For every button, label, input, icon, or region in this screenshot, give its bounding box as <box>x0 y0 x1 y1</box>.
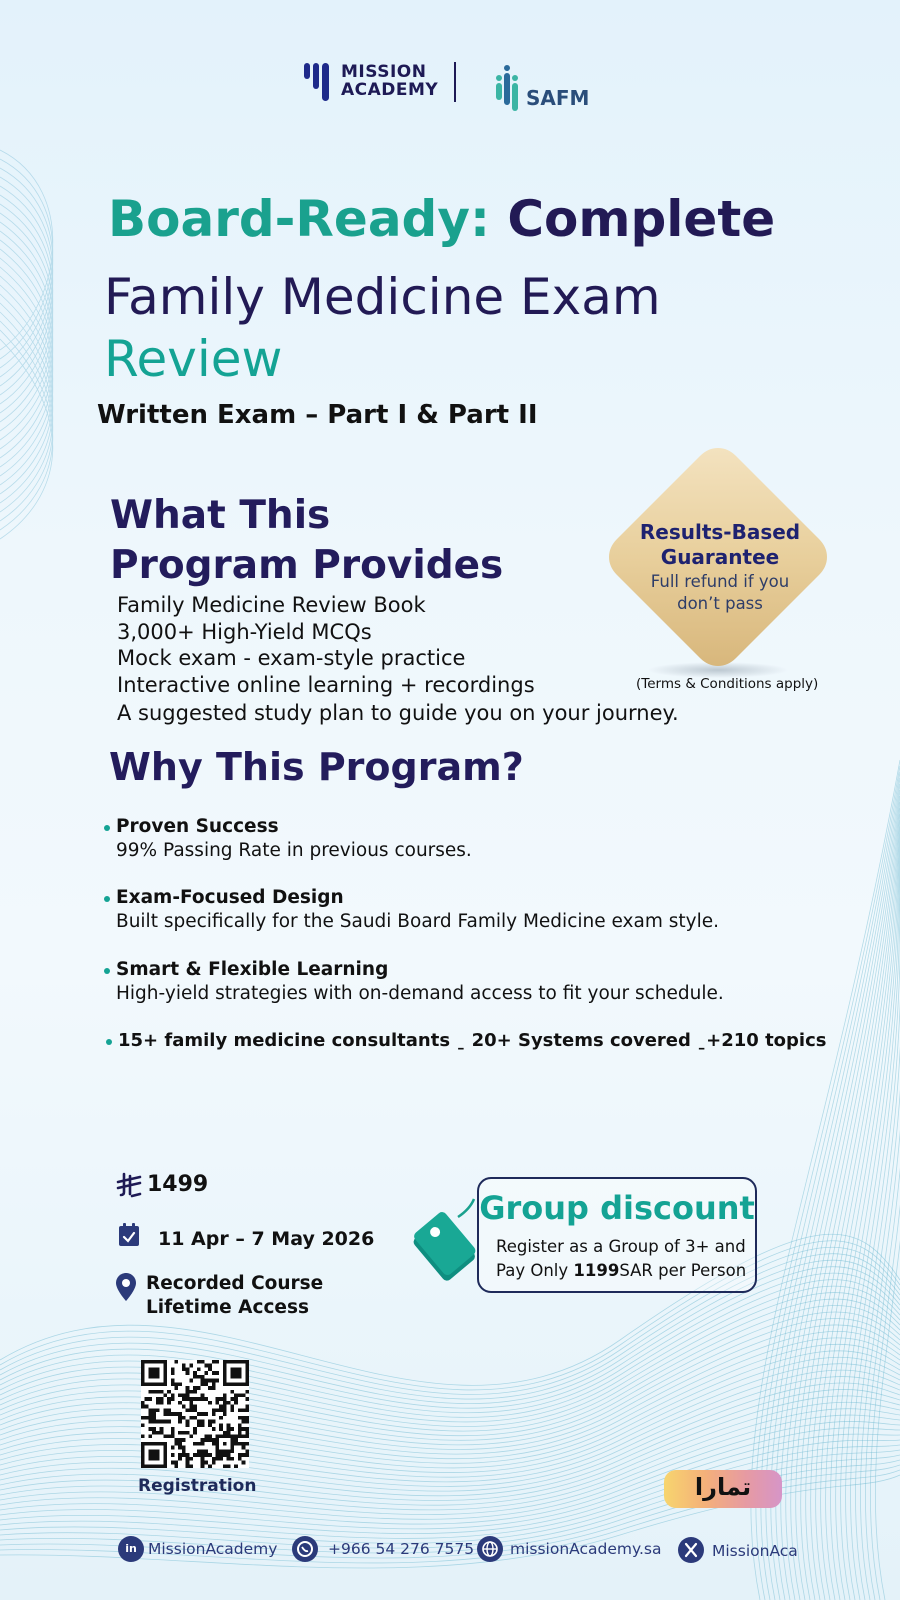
course-dates: 11 Apr – 7 May 2026 <box>158 1228 375 1250</box>
why-item: Proven Success 99% Passing Rate in previous courses. <box>104 816 804 866</box>
list-item: 3,000+ High-Yield MCQs <box>117 619 372 644</box>
list-item: Family Medicine Review Book <box>117 593 426 617</box>
x-handle[interactable]: MissionAca <box>712 1542 798 1560</box>
calendar-icon <box>118 1223 140 1247</box>
registration-label: Registration <box>138 1476 257 1496</box>
why-heading: Why This Program? <box>109 745 524 789</box>
bullet-dot <box>104 825 110 831</box>
bullet-dot <box>104 896 110 902</box>
headline-part1: Board-Ready: <box>108 190 490 248</box>
headline-line2: Family Medicine Exam <box>104 268 661 326</box>
stats-line: 15+ family medicine consultants ˍ 20+ Systems covered ˍ+210 topics <box>104 1030 824 1056</box>
mission-academy-logo-text: MISSION ACADEMY <box>341 62 439 100</box>
why-item: Smart & Flexible Learning High-yield strategies with on-demand access to fit your schedule. <box>104 959 804 1009</box>
phone-number[interactable]: +966 54 276 7575 <box>328 1540 475 1558</box>
safm-logo-icon <box>494 64 524 112</box>
location-pin-icon <box>116 1273 136 1301</box>
group-discount-line1: Register as a Group of 3+ and <box>496 1237 746 1256</box>
list-item: Mock exam - exam-style practice <box>117 646 466 670</box>
group-discount-line2: Pay Only 1199SAR per Person <box>496 1261 747 1280</box>
guarantee-badge-text: Results-Based Guarantee Full refund if you don’t pass <box>639 520 801 613</box>
safm-logo-text: SAFM <box>526 86 590 110</box>
globe-icon[interactable] <box>477 1536 503 1562</box>
qr-code[interactable] <box>141 1360 249 1468</box>
why-item: Exam-Focused Design Built specifically for the Saudi Board Family Medicine exam style. <box>104 887 804 937</box>
mission-academy-logo-icon <box>304 63 336 101</box>
group-discount-title: Group discount <box>479 1189 755 1227</box>
bullet-dot <box>106 1039 112 1045</box>
terms-note: (Terms & Conditions apply) <box>636 676 819 692</box>
linkedin-handle[interactable]: MissionAcademy <box>148 1540 278 1558</box>
tamara-logo: تمارا <box>664 1470 782 1508</box>
list-item: A suggested study plan to guide you on your journey. <box>117 701 679 725</box>
provides-list <box>117 592 535 698</box>
headline-part2: Complete <box>507 190 776 248</box>
riyal-icon <box>116 1172 142 1198</box>
course-format: Recorded Course Lifetime Access <box>146 1273 324 1318</box>
headline-line1 <box>108 190 775 248</box>
tag-icon <box>404 1197 476 1285</box>
group-discount-box <box>477 1177 757 1293</box>
whatsapp-icon[interactable] <box>292 1536 318 1562</box>
logo-divider <box>454 62 456 102</box>
headline-line3: Review <box>104 330 283 388</box>
x-icon[interactable] <box>678 1537 704 1563</box>
price: 1499 <box>147 1172 209 1197</box>
bullet-dot <box>104 968 110 974</box>
website-link[interactable]: missionAcademy.sa <box>510 1540 662 1558</box>
headline-subtitle: Written Exam – Part I & Part II <box>97 400 538 430</box>
linkedin-icon[interactable]: in <box>118 1536 144 1562</box>
list-item: Interactive online learning + recordings <box>117 672 535 697</box>
provides-heading: What This Program Provides <box>110 493 504 588</box>
